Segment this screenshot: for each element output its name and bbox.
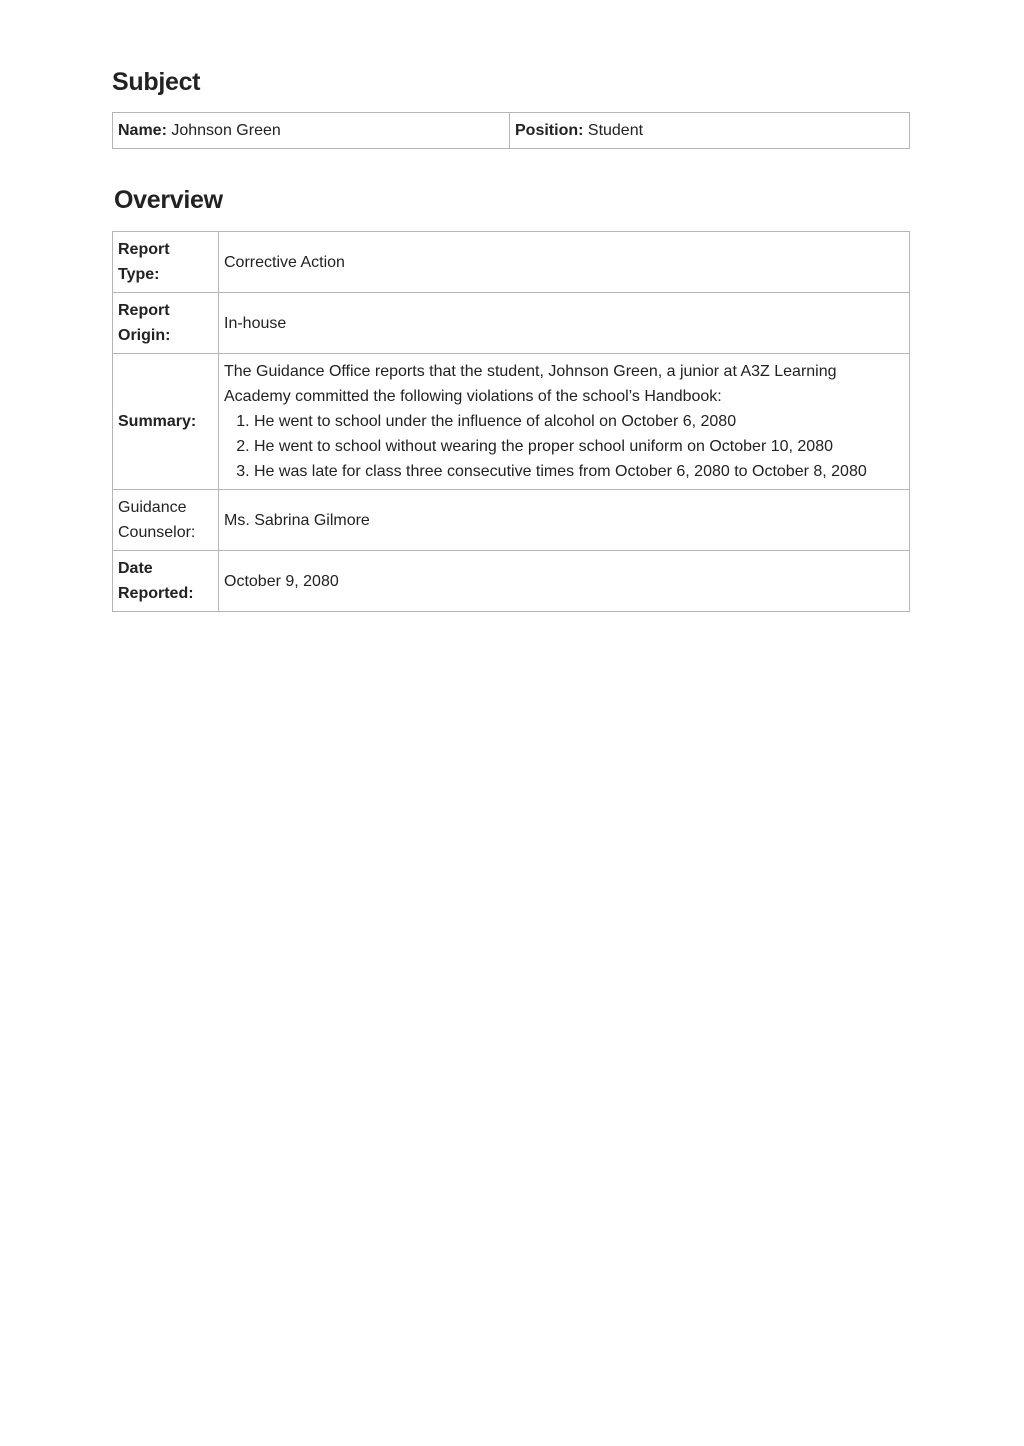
counselor-value: Ms. Sabrina Gilmore (219, 490, 910, 551)
list-item: 3. He was late for class three consecutive times from October 6, 2080 to October 8, 2080 (254, 459, 904, 484)
report-origin-value: In-house (219, 293, 910, 354)
report-type-value: Corrective Action (219, 232, 910, 293)
summary-cell (219, 354, 910, 490)
position-cell (510, 113, 910, 149)
summary-label: Summary: (113, 354, 219, 490)
table-row (113, 293, 910, 354)
table-row (113, 232, 910, 293)
summary-intro: The Guidance Office reports that the student, Johnson Green, a junior at A3Z Learning Academy committed the following violations of the school’s Handbook: (224, 363, 837, 405)
subject-table (112, 112, 910, 149)
overview-heading: Overview (114, 186, 223, 214)
overview-table (112, 231, 910, 612)
date-reported-value: October 9, 2080 (219, 551, 910, 612)
report-type-label: Report Type: (113, 232, 219, 293)
name-label: Name: (118, 122, 167, 139)
counselor-label: Guidance Counselor: (113, 490, 219, 551)
position-value: Student (587, 122, 644, 139)
table-row (113, 354, 910, 490)
subject-heading: Subject (112, 68, 201, 96)
violations-list (224, 409, 904, 484)
date-reported-label: Date Reported: (113, 551, 219, 612)
name-cell (113, 113, 510, 149)
report-origin-label: Report Origin: (113, 293, 219, 354)
name-value: Johnson Green (171, 122, 281, 139)
list-item: 1. He went to school under the influence of alcohol on October 6, 2080 (254, 409, 904, 434)
list-item: 2. He went to school without wearing the proper school uniform on October 10, 2080 (254, 434, 904, 459)
table-row (113, 490, 910, 551)
position-label: Position: (515, 122, 584, 139)
table-row (113, 113, 910, 149)
table-row (113, 551, 910, 612)
